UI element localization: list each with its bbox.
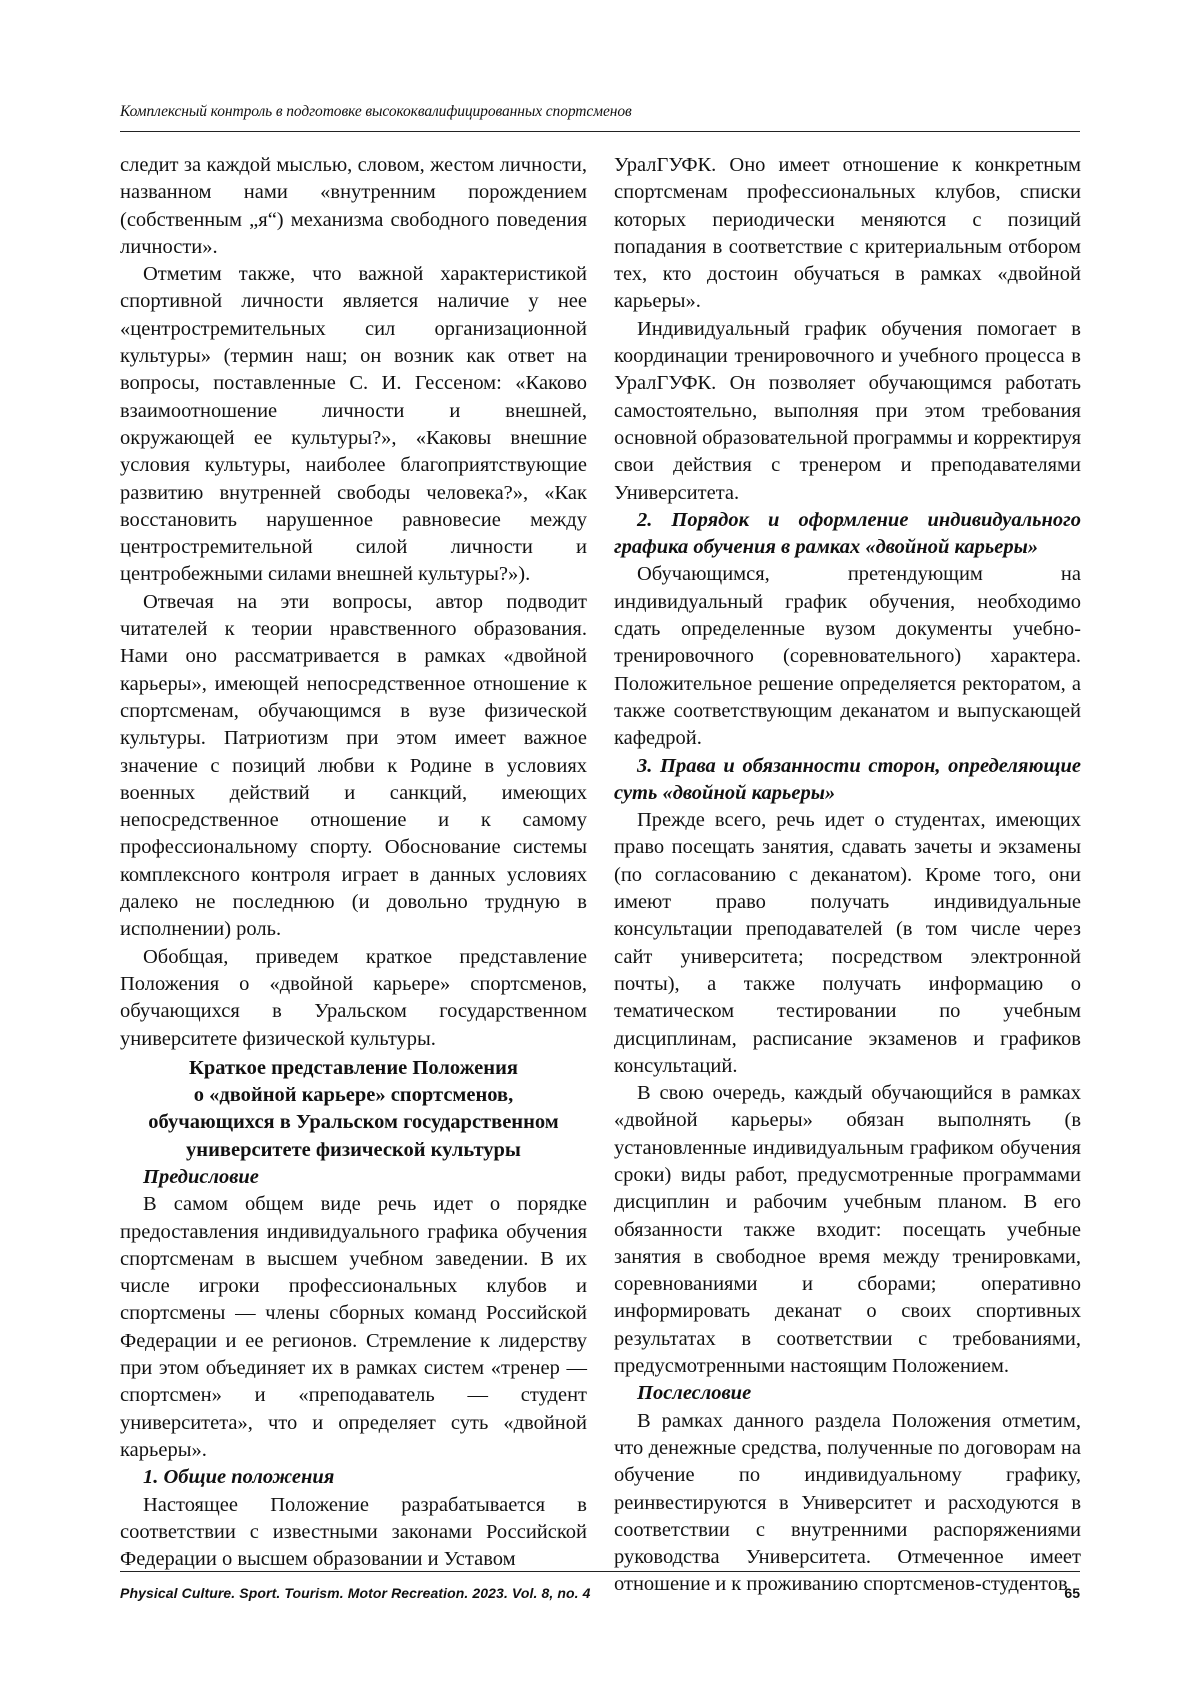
- preface-heading: Предисловие: [143, 1165, 259, 1188]
- paragraph: Настоящее Положение разрабатывается в соответствии с известными законами Российской Федерации о высшем образовании и Уставом: [120, 1493, 587, 1571]
- heading-general-provisions: 1. Общие положения: [143, 1466, 335, 1489]
- journal-citation: Physical Culture. Sport. Tourism. Motor Recreation. 2023. Vol. 8, no. 4: [120, 1585, 591, 1601]
- section-title-line: университете физической культуры: [186, 1138, 521, 1161]
- header-rule: [120, 131, 1080, 132]
- section-title: [120, 1055, 587, 1164]
- paragraph: Прежде всего, речь идет о студентах, имеющих право посещать занятия, сдавать зачеты и экзамены (по согласованию с деканатом). Кроме того, они имеют право получать индивидуальные консультации преподавателей (в том числе через сайт университета; посредством электронной почты), а также получать информацию о тематическом тестировании по учебным дисциплинам, расписание экзаменов и графиков консультаций.: [614, 809, 1081, 1077]
- paragraph: В самом общем виде речь идет о порядке предоставления индивидуального графика обучения спортсменам в высшем учебном заведении. В их числе игроки профессиональных клубов и спортсмены — члены сборных команд Российской Федерации и ее регионов. Стремление к лидерству при этом объединяет их в рамках систем «тренер — спортсмен» и «преподаватель — студент университета», что и определяет суть «двойной карьеры».: [120, 1193, 587, 1461]
- section-title-line: Краткое представление Положения: [189, 1056, 518, 1079]
- section-title-line: о «двойной карьере» спортсменов,: [193, 1084, 514, 1107]
- paragraph: Индивидуальный график обучения помогает в координации тренировочного и учебного процесса в УралГУФК. Он позволяет обучающимся работать самостоятельно, выполняя при этом требования основной образовательной программы и корректируя свои действия с тренером и преподавателями Университета.: [614, 317, 1081, 504]
- paragraph: Отвечая на эти вопросы, автор подводит читателей к теории нравственного образования. Нами оно рассматривается в рамках «двойной карьеры», имеющей непосредственное отношение к спортсменам, обучающимся в вузе физической культуры. Патриотизм при этом имеет важное значение с позиций любви к Родине в условиях военных действий и санкций, имеющих непосредственное отношение и к самому профессиональному спорту. Обоснование системы комплексного контроля играет в данных условиях далеко не последнюю (и довольно трудную в исполнении) роль.: [120, 590, 587, 941]
- paragraph: следит за каждой мыслью, словом, жестом личности, названном нами «внутренним порождением (собственным „я“) механизма свободного поведения личности».: [120, 154, 587, 258]
- paragraph: В свою очередь, каждый обучающийся в рамках «двойной карьеры» обязан выполнять (в установленные индивидуальным графиком обучения сроки) виды работ, предусмотренные программами дисциплин и рабочим учебным планом. В его обязанности также входит: посещать учебные занятия в свободное время между тренировками, соревнованиями и сборами; оперативно информировать деканат о своих спортивных результатах в соответствии с требованиями, предусмотренными настоящим Положением.: [614, 1082, 1081, 1378]
- section-title-line: обучающихся в Уральском государственном: [148, 1111, 559, 1134]
- running-title: Комплексный контроль в подготовке высококвалифицированных спортсменов: [120, 103, 632, 120]
- paragraph: УралГУФК. Оно имеет отношение к конкретным спортсменам профессиональных клубов, списки которых периодически меняются с позиций попадания в соответствие с критериальным отбором тех, кто достоин обучаться в рамках «двойной карьеры».: [614, 154, 1081, 313]
- paragraph: Обучающимся, претендующим на индивидуальный график обучения, необходимо сдать определенные вузом документы учебно-тренировочного (соревновательного) характера. Положительное решение определяется ректоратом, а также соответствующим деканатом и выпускающей кафедрой.: [614, 563, 1081, 750]
- left-column: [120, 152, 587, 1573]
- footer-rule: [120, 1571, 1080, 1572]
- right-column: [614, 152, 1081, 1599]
- paragraph: В рамках данного раздела Положения отметим, что денежные средства, полученные по договорам на обучение по индивидуальному графику, реинвестируются в Университет и расходуются в соответствии с внутренними распоряжениями руководства Университета. Отмеченное имеет отношение и к проживанию спортсменов-студентов: [614, 1409, 1081, 1596]
- page-number: 65: [1064, 1585, 1080, 1601]
- paragraph: Обобщая, приведем краткое представление Положения о «двойной карьере» спортсменов, обучающихся в Уральском государственном университете физической культуры.: [120, 945, 587, 1050]
- afterword-heading: Послесловие: [637, 1382, 752, 1405]
- paragraph: Отметим также, что важной характеристикой спортивной личности является наличие у нее «центростремительных сил организационной культуры» (термин наш; он возник как ответ на вопросы, поставленные С. И. Гессеном: «Каково взаимоотношение личности и внешней, окружающей ее культуры?», «Каковы внешние условия культуры, наиболее благоприятствующие развитию внутренней свободы человека?», «Как восстановить нарушенное равновесие между центростремительной силой личности и центробежными силами внешней культуры?»).: [120, 263, 587, 586]
- heading-procedure: 2. Порядок и оформление индивидуального графика обучения в рамках «двойной карьеры»: [614, 508, 1081, 559]
- heading-rights-duties: 3. Права и обязанности сторон, определяющие суть «двойной карьеры»: [614, 754, 1081, 804]
